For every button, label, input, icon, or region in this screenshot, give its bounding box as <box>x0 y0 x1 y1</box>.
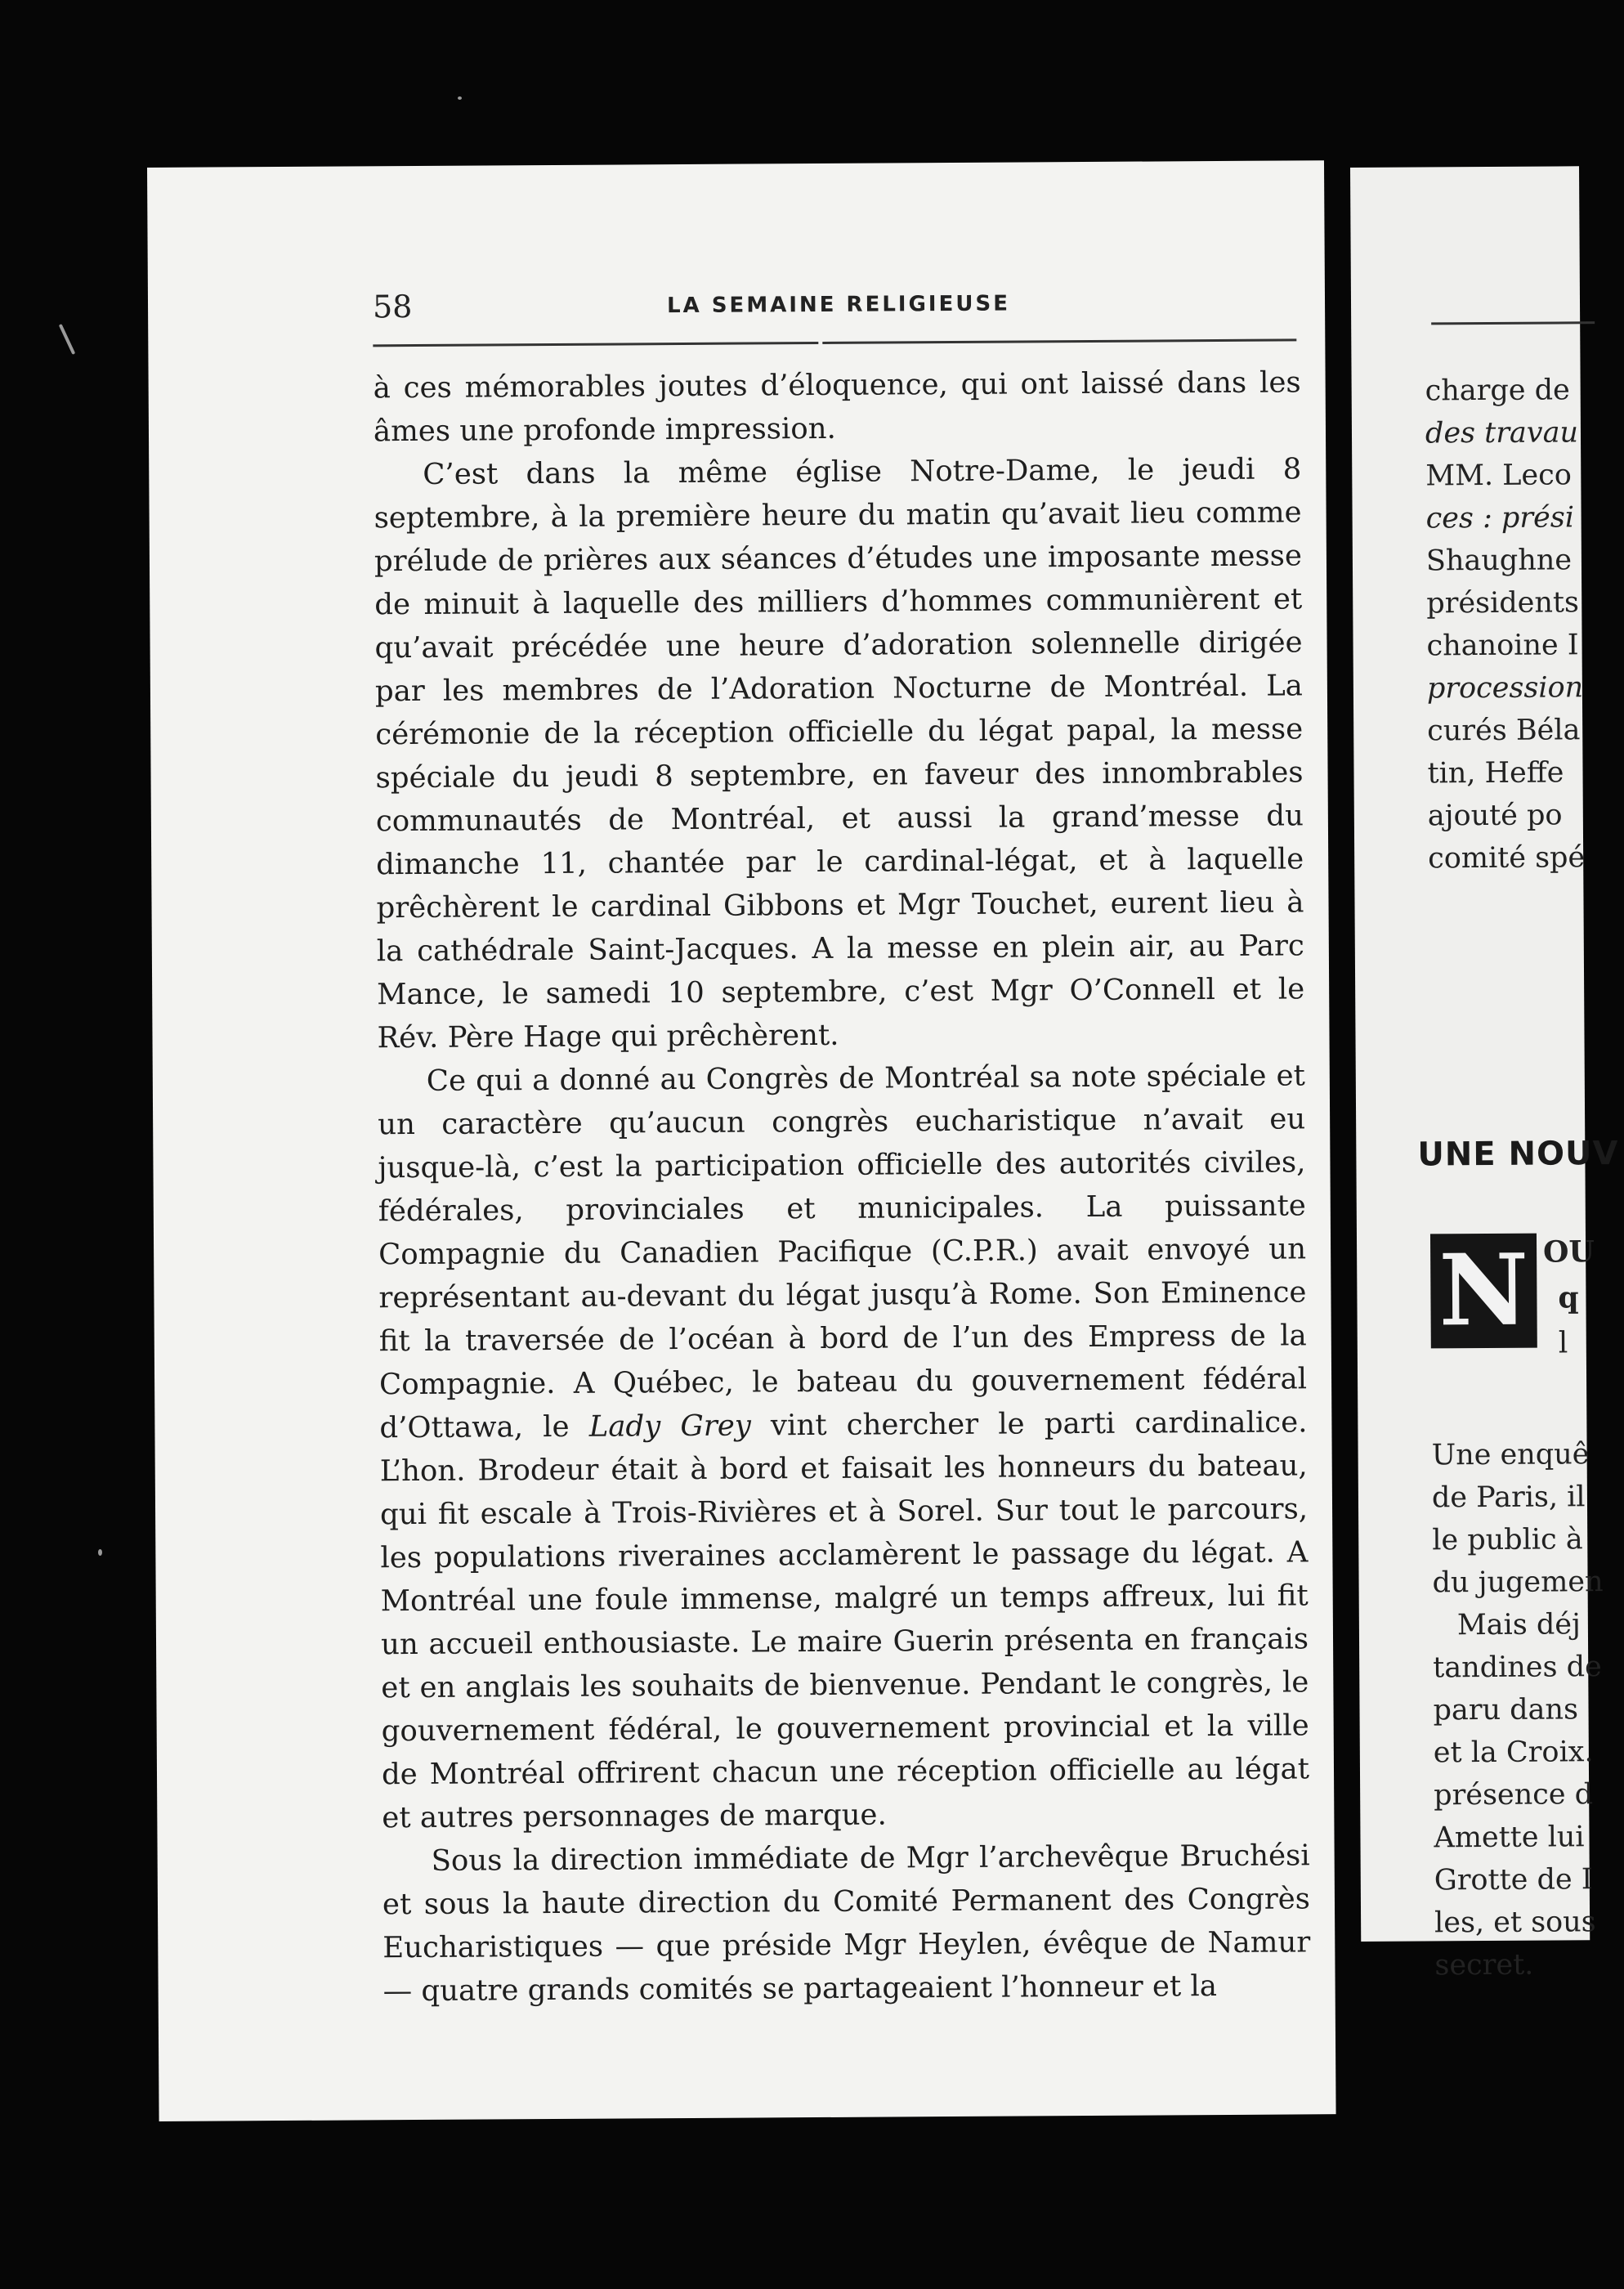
text-line: de Paris, il <box>1431 1480 1586 1515</box>
paragraph-text: Ce qui a donné au Congrès de Montréal sa note spéciale et un caractère qu’aucun congrès eucharistique n’avait eu jusque-là, c’est la participation officielle des autorités civiles, fédérales, provinciales et municipales. La puissante Compagnie du Canadien Pacifique (C.P.R.) avait envoyé un représentant au-devant du légat jusqu’à Rome. Son Eminence fit la traversée de l’océan à bord de l’un des Empress de la Compagnie. A Québec, le bateau du gouvernement fédéral d’Ottawa, le <box>378 1059 1308 1445</box>
text-line: l <box>1558 1326 1568 1360</box>
header-rule <box>1431 321 1595 325</box>
text-line: le public à <box>1432 1523 1583 1557</box>
text-line: Une enquê <box>1431 1438 1590 1472</box>
text-line: les, et sous <box>1434 1906 1596 1940</box>
text-line: secret. <box>1434 1948 1534 1982</box>
text-line: Grotte de I <box>1434 1863 1593 1897</box>
facing-top-text <box>1425 369 1586 880</box>
text-line: du jugemen <box>1432 1566 1604 1600</box>
scan-speck <box>59 324 76 355</box>
text-line: chanoine I <box>1426 629 1579 663</box>
text-line: MM. Leco <box>1425 459 1572 493</box>
drop-cap: N <box>1430 1234 1537 1349</box>
facing-bottom-text <box>1431 1433 1605 1987</box>
text-line: tandines de <box>1433 1651 1602 1685</box>
scan-speck <box>98 1549 102 1556</box>
ship-name: Lady Grey <box>588 1409 751 1444</box>
paragraph: à ces mémorables joutes d’éloquence, qui ont laissé dans les âmes une profonde impression. <box>373 365 1301 449</box>
text-line: comité spé <box>1428 841 1586 876</box>
text-line: procession <box>1426 671 1584 706</box>
paragraph: Sous la direction immédiate de Mgr l’archevêque Bruchési et sous la haute direction du Comité Permanent des Congrès Eucharistiques — que préside Mgr Heylen, évêque de Namur — quatre grands comités se partageaient l’honneur et la <box>382 1839 1311 2009</box>
drop-cap-continuation <box>1543 1229 1595 1366</box>
text-line: OU <box>1542 1234 1595 1270</box>
text-line: Amette lui <box>1434 1821 1585 1855</box>
text-line: ajouté po <box>1427 799 1563 833</box>
header-rule <box>822 338 1296 344</box>
facing-page <box>1350 166 1619 1982</box>
body-text <box>373 361 1310 2013</box>
paragraph: C’est dans la même église Notre-Dame, le jeudi 8 septembre, à la première heure du matin qu’avait lieu comme prélude de prières aux séances d’études une imposante messe de minuit à laquelle des milliers d’hommes communièrent et qu’avait précédée une heure d’adoration solennelle dirigée par les membres de l’Adoration Nocturne de Montréal. La cérémonie de la réception officielle du légat papal, la messe spéciale du jeudi 8 septembre, en faveur des innombrables communautés de Montréal, et aussi la grand’messe du dimanche 11, chantée par le cardinal-légat, et à laquelle prêchèrent le cardinal Gibbons et Mgr Touchet, eurent lieu à la cathédrale Saint-Jacques. A la messe en plein air, au Parc Mance, le samedi 10 septembre, c’est Mgr O’Connell et le Rév. Père Hage qui prêchèrent. <box>374 452 1305 1055</box>
document-page <box>147 160 1336 2121</box>
paragraph <box>378 1054 1310 1839</box>
running-title: LA SEMAINE RELIGIEUSE <box>666 291 1011 319</box>
header-rule <box>373 342 818 347</box>
text-line: charge de <box>1425 374 1570 408</box>
text-line: présidents <box>1426 586 1580 620</box>
text-line: présence d <box>1434 1778 1594 1812</box>
text-line: Mais déj <box>1456 1608 1581 1642</box>
text-line: curés Béla <box>1427 714 1581 748</box>
page-number: 58 <box>372 289 413 325</box>
section-heading: UNE NOUV <box>1417 1135 1619 1174</box>
text-line: tin, Heffe <box>1427 756 1564 791</box>
text-line: q <box>1558 1280 1579 1315</box>
text-line: des travau <box>1425 416 1579 450</box>
paragraph-text: vint chercher le parti cardinalice. L’hon. Brodeur était à bord et faisait les honneurs du bateau, qui fit escale à Trois-Rivières et à Sorel. Sur tout le parcours, les populations riveraines acclamèrent le passage du légat. A Montréal une foule immense, malgré un temps affreux, lui fit un accueil enthousiaste. Le maire Guerin présenta en français et en anglais les souhaits de bienvenue. Pendant le congrès, le gouvernement fédéral, le gouvernement provincial et la ville de Montréal offrirent chacun une réception officielle au légat et autres personnages de marque. <box>379 1405 1310 1835</box>
text-line: et la Croix. <box>1433 1736 1594 1770</box>
scan-speck <box>458 96 462 100</box>
text-line: ces : prési <box>1425 501 1575 535</box>
text-line: paru dans <box>1433 1693 1579 1727</box>
text-line: Shaughne <box>1425 544 1573 578</box>
